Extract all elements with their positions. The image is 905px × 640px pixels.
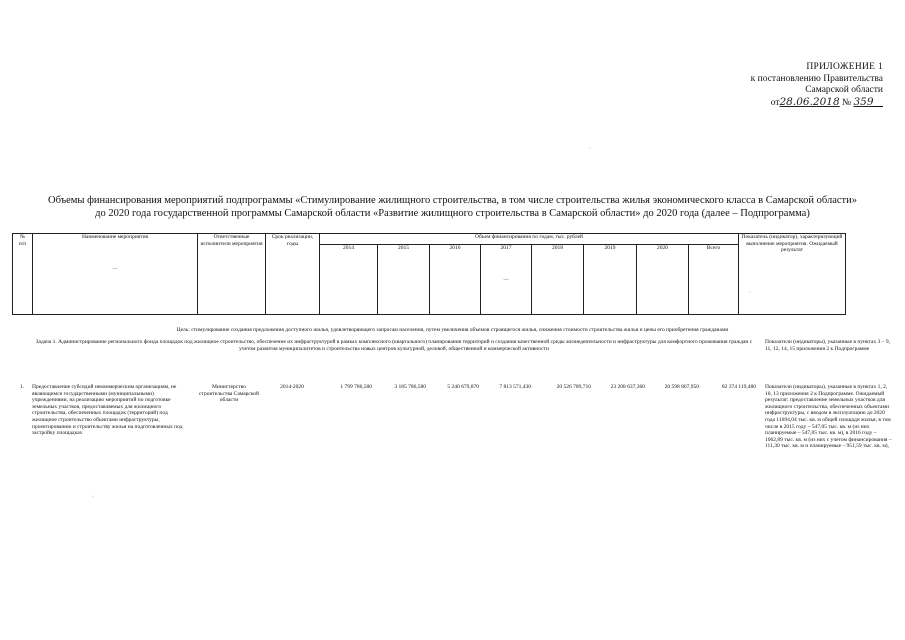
year-header: 2016 — [430, 245, 481, 315]
appendix-title: ПРИЛОЖЕНИЕ 1 — [806, 62, 883, 72]
year-header: 2019 — [584, 245, 637, 315]
year-2017-dash: — — [503, 277, 509, 283]
title-line-2: до 2020 года государственной программы Самарской области «Развитие жилищного строительства в Самарской области» до 2020 года (далее – Подпрограмма) — [95, 208, 810, 219]
row-1-name: Предоставление субсидий некоммерческим организациям, не являющимся государственными (муниципальными) учреждениями, на реализацию мероприятий по подготовке земельных участков, предоставляемых для жилищного строительства, обеспеченных площадок (территорий) под жилищное строительство объектами инфраструктуры, проектированию и строительству жилья на подготовленных под застройку площадках — [32, 384, 183, 437]
handwritten-date: 28.06.2018 — [779, 95, 840, 108]
col-num-header: № п/п — [13, 234, 33, 315]
row-1-value-2014: 1 799 786,580 — [340, 384, 372, 390]
col-period-header: Срок реализации, годы — [266, 234, 320, 315]
title-line-1: Объемы финансирования мероприятий подпрограммы «Стимулирование жилищного строительства, в том числе строительства жилья экономического класса в Самарской области» — [48, 195, 857, 206]
number-prefix: № — [842, 97, 852, 108]
document-title — [0, 194, 905, 220]
appendix-line3: Самарской области — [805, 85, 883, 95]
year-2017-label: 2017 — [500, 245, 512, 252]
row-1-value-2019: 23 208 637,360 — [610, 384, 645, 390]
year-header: 2018 — [532, 245, 584, 315]
scan-mark: · — [589, 146, 591, 152]
task-1-indicator: Показатели (индикаторы), указанные в пунктах 3 – 9, 11, 12, 14, 15 приложения 2 к Подпрограмме — [765, 339, 890, 352]
row-1-executor: Министерство строительства Самарской области — [199, 384, 259, 404]
row-1-value-total: 82 374 119,480 — [721, 384, 756, 390]
year-header: 2014 — [320, 245, 378, 315]
appendix-date-line — [663, 97, 883, 110]
row-1-value-2015: 3 185 786,580 — [394, 384, 426, 390]
year-header: 2020 — [637, 245, 689, 315]
appendix-line2: к постановлению Правительства — [750, 73, 883, 84]
row-1-indicator: Показатели (индикаторы), указанные в пунктах 1, 2, 10, 13 приложения 2 к Подпрограмме. Ожидаемый результат: предоставление земельных участков для жилищного строительства, обеспеченных объектами инфраструктуры, с вводом в эксплуатацию до 2020 года 11694,04 тыс. кв. м общей площади жилья, в том числе в 2015 году – 547,05 тыс. кв. м (из них планируемые – 547,05 тыс. кв. м), в 2016 году – 1062,89 тыс. кв. м (из них с учетом финансирования – 111,30 тыс. кв. м и планируемые – 951,59 тыс. кв. м), — [765, 384, 892, 450]
total-header: Всего — [689, 245, 739, 315]
scan-mark: · — [92, 494, 94, 500]
col-executor-header: Ответственные исполнители мероприятия — [198, 234, 266, 315]
handwritten-number: 359 — [853, 95, 874, 108]
row-1-value-2016: 5 240 679,870 — [447, 384, 479, 390]
funding-table-header — [12, 233, 846, 315]
year-header — [481, 245, 532, 315]
date-prefix: от — [770, 97, 780, 108]
col-funding-header: Объем финансирования по годам, тыс. рублей — [320, 234, 739, 245]
task-1-text: Задача 1. Администрирование регионального фонда площадок под жилищное строительство, обеспечение их инфраструктурой в рамках комплексного (квартального) планирования территорий и создания качественной среды жизнедеятельности и инфраструктуры для комфортного проживания граждан с учетом развития муниципалитетов и строительства новых центров культурной, деловой, общественной и коммерческой активности — [35, 339, 753, 352]
row-1-number: 1. — [20, 384, 25, 390]
col-name-dash: — — [112, 266, 118, 272]
row-1-period: 2014-2020 — [280, 384, 304, 390]
goal-text: Цель: стимулирование создания предложения доступного жилья, удовлетворяющего запросам населения, путем увеличения объемов строящегося жилья, снижения стоимости строительства жилья и цены его приобретения гражданами — [176, 327, 729, 333]
col-name-label: Наименование мероприятия — [81, 234, 149, 240]
year-header: 2015 — [378, 245, 430, 315]
row-1-value-2020: 20 598 867,950 — [664, 384, 699, 390]
col-indicator-header: Показатель (индикатор), характеризующий выполнение мероприятия. Ожидаемый результат — [739, 234, 846, 315]
scan-mark: · — [749, 290, 751, 296]
row-1-value-2018: 20 526 789,710 — [556, 384, 591, 390]
row-1-value-2017: 7 813 571,430 — [499, 384, 531, 390]
col-name-header — [33, 234, 198, 315]
appendix-block — [663, 62, 883, 109]
